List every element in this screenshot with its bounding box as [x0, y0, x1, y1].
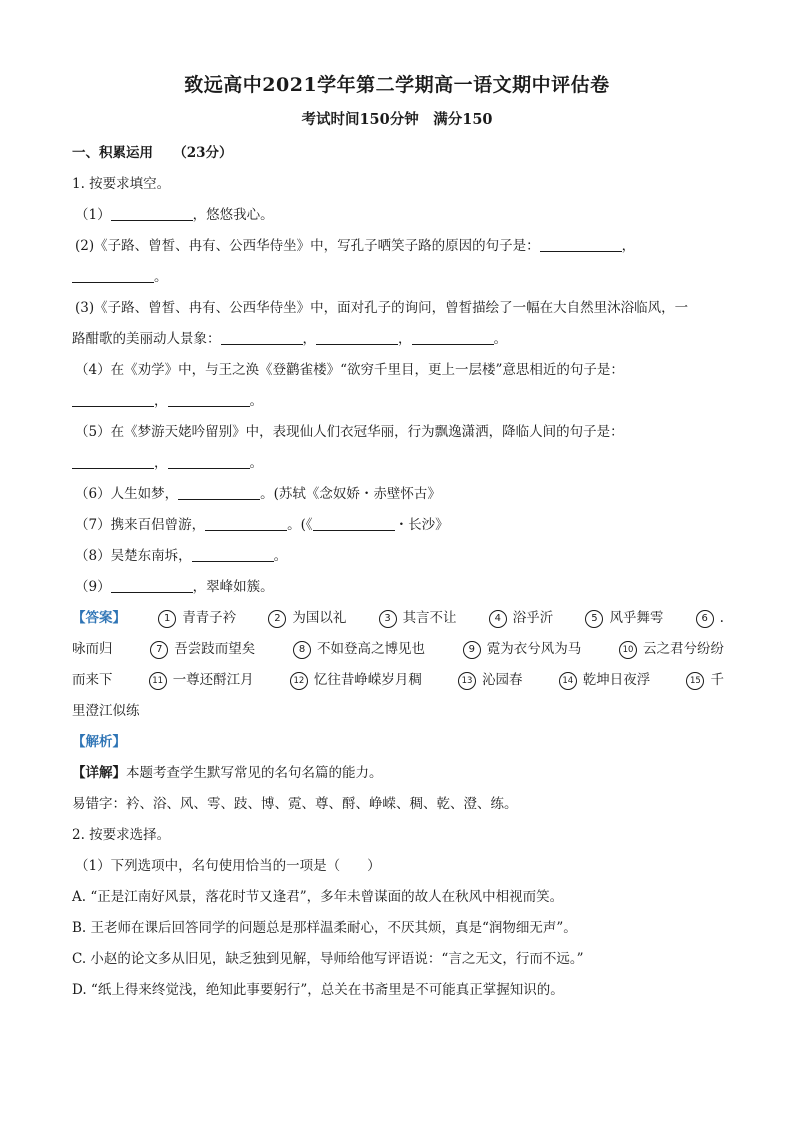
answer-blank[interactable]: [72, 392, 154, 407]
answer-item: 2 为国以礼: [268, 603, 346, 634]
answer-blank[interactable]: [178, 485, 260, 500]
answer-item: 11 一尊还酹江月: [149, 665, 254, 696]
q1-item-8: （8）吴楚东南坼， 。: [75, 548, 288, 564]
q2-option-d[interactable]: D. “纸上得来终觉浅，绝知此事要躬行”，总关在书斋里是不可能真正掌握知识的。: [72, 982, 564, 998]
answer-line-2: 咏而归 7 吾尝跂而望矣 8 不如登高之博见也 9 霓为衣兮风为马 10 云之君兮纷纷: [72, 634, 724, 665]
answer-item: 13 沁园春: [458, 665, 523, 696]
answer-tag: 【答案】: [72, 610, 126, 626]
q1-item-3-cont: 路酣歌的美丽动人景象： ， ， 。: [72, 331, 507, 347]
answer-blank[interactable]: [111, 206, 193, 221]
answer-blank[interactable]: [111, 578, 193, 593]
answer-blank[interactable]: [192, 547, 274, 562]
answer-item: 9 霓为衣兮风为马: [463, 634, 582, 665]
q1-item-3: (3)《子路、曾皙、冉有、公西华侍坐》中，面对孔子的询问，曾皙描绘了一幅在大自然里沐浴临风，一: [75, 300, 689, 316]
answer-item: 8 不如登高之博见也: [293, 634, 425, 665]
answer-item: 1 青青子衿: [158, 603, 236, 634]
answer-blank[interactable]: [72, 268, 154, 283]
answer-item: 5 风乎舞雩: [585, 603, 663, 634]
answer-item: 3 其言不让: [379, 603, 457, 634]
answer-blank[interactable]: [313, 516, 395, 531]
q1-item-2-cont: 。: [72, 262, 724, 293]
answer-blank[interactable]: [412, 330, 494, 345]
answer-line-3: 而来下 11 一尊还酹江月 12 忆往昔峥嵘岁月稠 13 沁园春 14 乾坤日夜浮 15 千: [72, 665, 724, 696]
q1-item-5: （5）在《梦游天姥吟留别》中，表现仙人们衣冠华丽，行为飘逸潇洒，降临人间的句子是：: [75, 424, 624, 440]
q1-item-4: （4）在《劝学》中，与王之涣《登鹳雀楼》“欲穷千里目，更上一层楼”意思相近的句子是：: [75, 362, 624, 378]
q1-item-9: （9） ，翠峰如簇。: [75, 579, 274, 595]
q1-prompt: 1. 按要求填空。: [72, 176, 171, 192]
answer-blank[interactable]: [72, 454, 154, 469]
analysis-tag: 【解析】: [72, 734, 126, 750]
answer-item: 7 吾尝跂而望矣: [150, 634, 255, 665]
answer-line-1: [72, 603, 724, 634]
q2-sub1: （1）下列选项中，名句使用恰当的一项是（ ）: [75, 858, 381, 874]
answer-item: 14 乾坤日夜浮: [559, 665, 651, 696]
q1-item-2: (2)《子路、曾皙、冉有、公西华侍坐》中，写孔子哂笑子路的原因的句子是： ，: [75, 238, 636, 254]
q2-option-c[interactable]: C. 小赵的论文多从旧见，缺乏独到见解，导师给他写评语说：“言之无文，行而不远。”: [72, 951, 584, 967]
page-title: 致远高中2021学年第二学期高一语文期中评估卷: [184, 74, 610, 96]
answer-blank[interactable]: [168, 454, 250, 469]
answer-blank[interactable]: [540, 237, 622, 252]
q1-item-1: （1） ，悠悠我心。: [75, 207, 274, 223]
answer-item: 15 千: [686, 665, 724, 696]
q2-option-a[interactable]: A. “正是江南好风景，落花时节又逢君”，多年未曾谋面的故人在秋风中相视而笑。: [72, 889, 564, 905]
analysis-errors: 易错字：衿、浴、风、雩、跂、博、霓、尊、酹、峥嵘、稠、乾、澄、练。: [72, 796, 518, 812]
q1-item-7: （7）携来百侣曾游， 。(《 ・长沙》: [75, 517, 449, 533]
q1-item-5-cont: ， 。: [72, 448, 724, 479]
answer-blank[interactable]: [316, 330, 398, 345]
answer-item: 6 .: [696, 603, 724, 634]
q1-item-4-cont: ， 。: [72, 386, 724, 417]
answer-blank[interactable]: [168, 392, 250, 407]
answer-item: 10 云之君兮纷纷: [619, 634, 724, 665]
answer-blank[interactable]: [205, 516, 287, 531]
q2-prompt: 2. 按要求选择。: [72, 827, 171, 843]
answer-item: 4 浴乎沂: [489, 603, 554, 634]
q2-option-b[interactable]: B. 王老师在课后回答同学的问题总是那样温柔耐心，不厌其烦，真是“润物细无声”。: [72, 920, 577, 936]
answer-blank[interactable]: [221, 330, 303, 345]
q1-item-6: （6）人生如梦， 。(苏轼《念奴娇・赤壁怀古》: [75, 486, 441, 502]
answer-item: 12 忆往昔峥嵘岁月稠: [290, 665, 422, 696]
analysis-detail: 【详解】本题考查学生默写常见的名句名篇的能力。: [72, 765, 383, 781]
answer-line-4: 里澄江似练: [72, 703, 140, 719]
exam-content: [72, 138, 724, 1006]
page-subtitle: 考试时间150分钟 满分150: [301, 111, 493, 128]
section-heading: 一、积累运用 （23分）: [72, 145, 233, 161]
